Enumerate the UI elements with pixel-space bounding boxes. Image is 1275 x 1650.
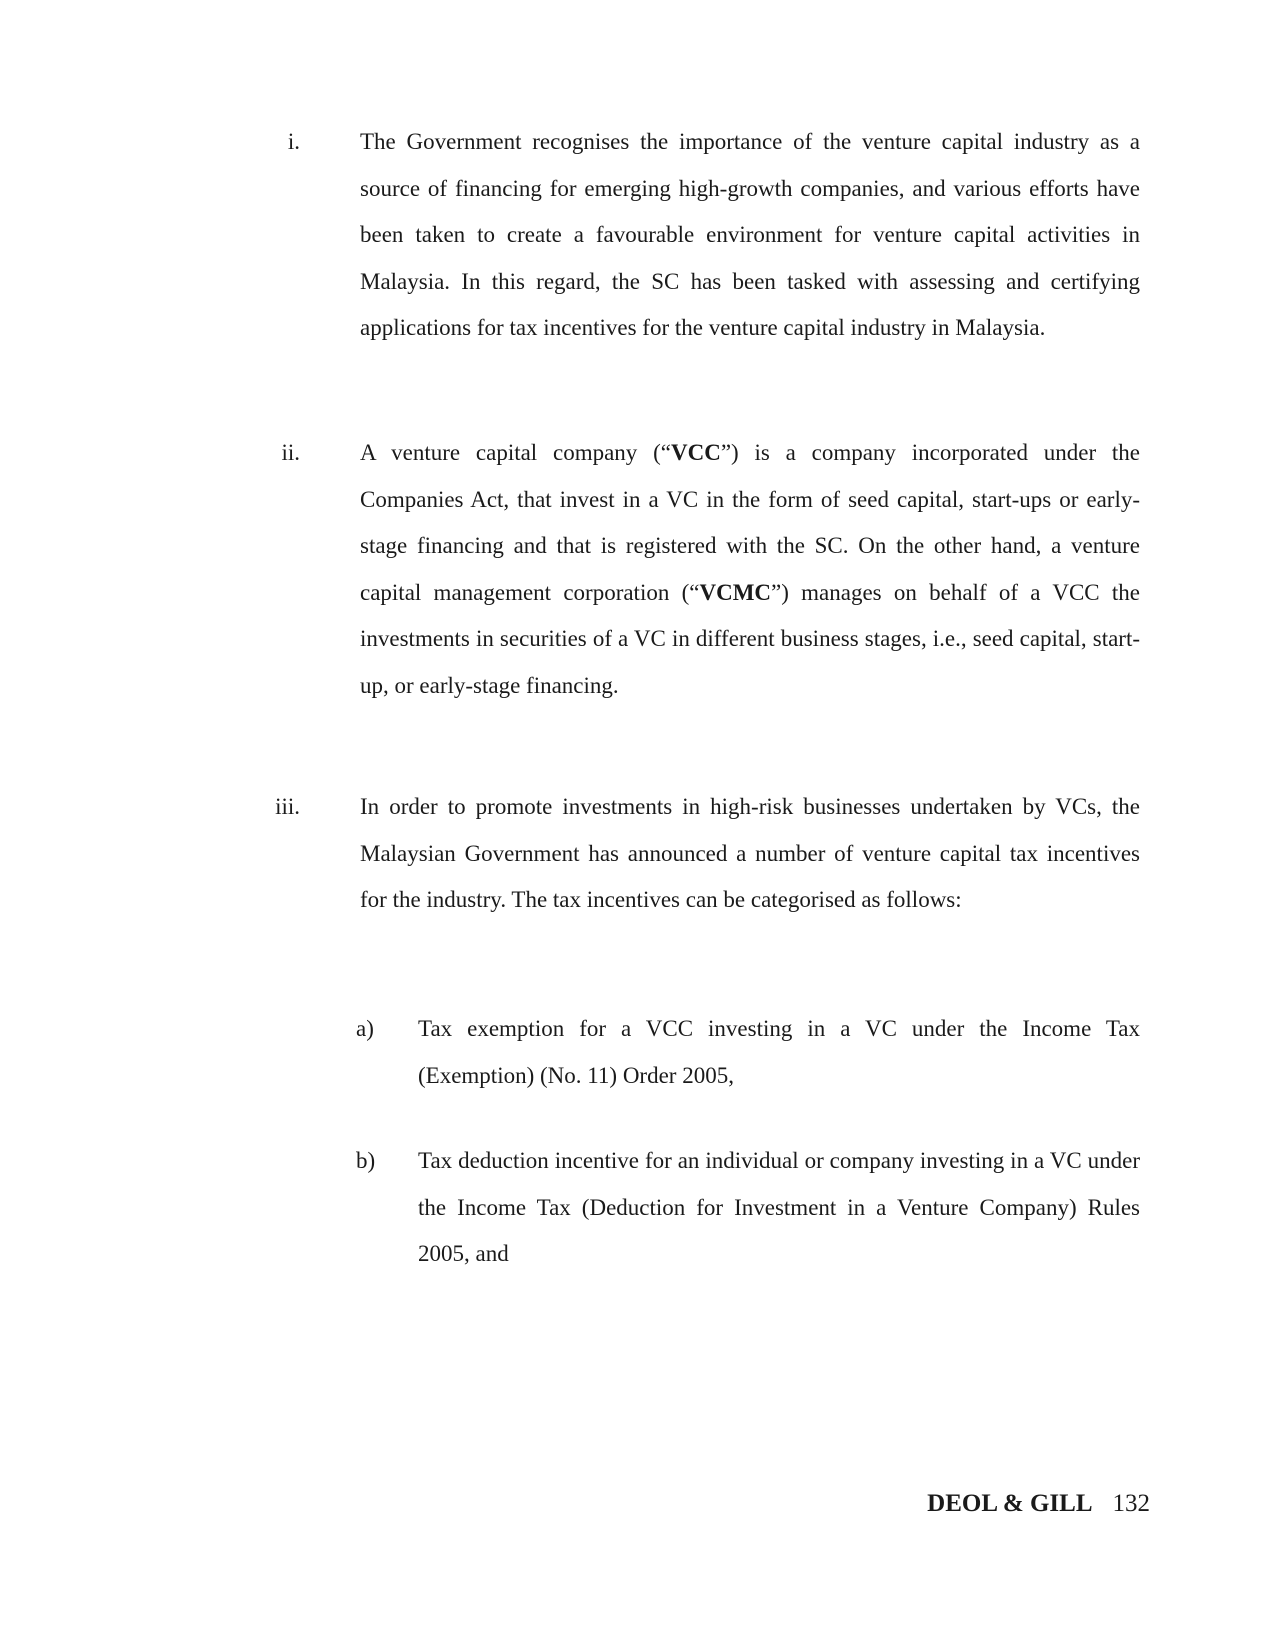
subitem-number: a) (356, 1016, 374, 1041)
paragraph-segment: ”) manages on behalf of a VCC the investments in securities of a VC in different business stages, i.e., seed capital, start-up, or early-stage financing. (360, 579, 1140, 698)
paragraph-text (360, 119, 1140, 352)
paragraph-segment: A venture capital company (“ (360, 440, 671, 465)
paragraph-number: i. (287, 129, 300, 154)
subitem-text: Tax exemption for a VCC investing in a VC under the Income Tax (Exemption) (No. 11) Order 2005, (418, 1016, 1140, 1088)
paragraph-number: ii. (281, 440, 300, 465)
paragraph-segment: In order to promote investments in high-risk businesses undertaken by VCs, the Malaysian Government has announced a number of venture capital tax incentives for the industry. The tax incentives can be categorised as follows: (360, 794, 1140, 912)
subitem-number: b) (356, 1148, 376, 1173)
subitem-text: Tax deduction incentive for an individual or company investing in a VC under the Income Tax (Deduction for Investment in a Venture Company) Rules 2005, and (418, 1148, 1140, 1266)
defined-term-vcc: VCC (670, 440, 721, 465)
paragraph-segment: ”) is a company incorporated under the Companies Act, that invest in a VC in the form of seed capital, start-ups or early-stage financing and that is registered with the SC. On the other hand, a venture capital management corporation (“ (360, 440, 1140, 605)
firm-name: DEOL & GILL (927, 1490, 1093, 1517)
paragraph-number: iii. (275, 794, 300, 819)
paragraph-segment: The Government recognises the importance of the venture capital industry as a source of financing for emerging high-growth companies, and various efforts have been taken to create a favourable environment for venture capital activities in Malaysia. In this regard, the SC has been tasked with assessing and certifying applications for tax incentives for the venture capital industry in Malaysia. (360, 129, 1140, 340)
paragraph-text (360, 430, 1140, 709)
page-number: 132 (1112, 1490, 1150, 1517)
page-footer (820, 1490, 1150, 1518)
paragraph-text (360, 784, 1140, 924)
defined-term-vcmc: VCMC (699, 579, 772, 605)
